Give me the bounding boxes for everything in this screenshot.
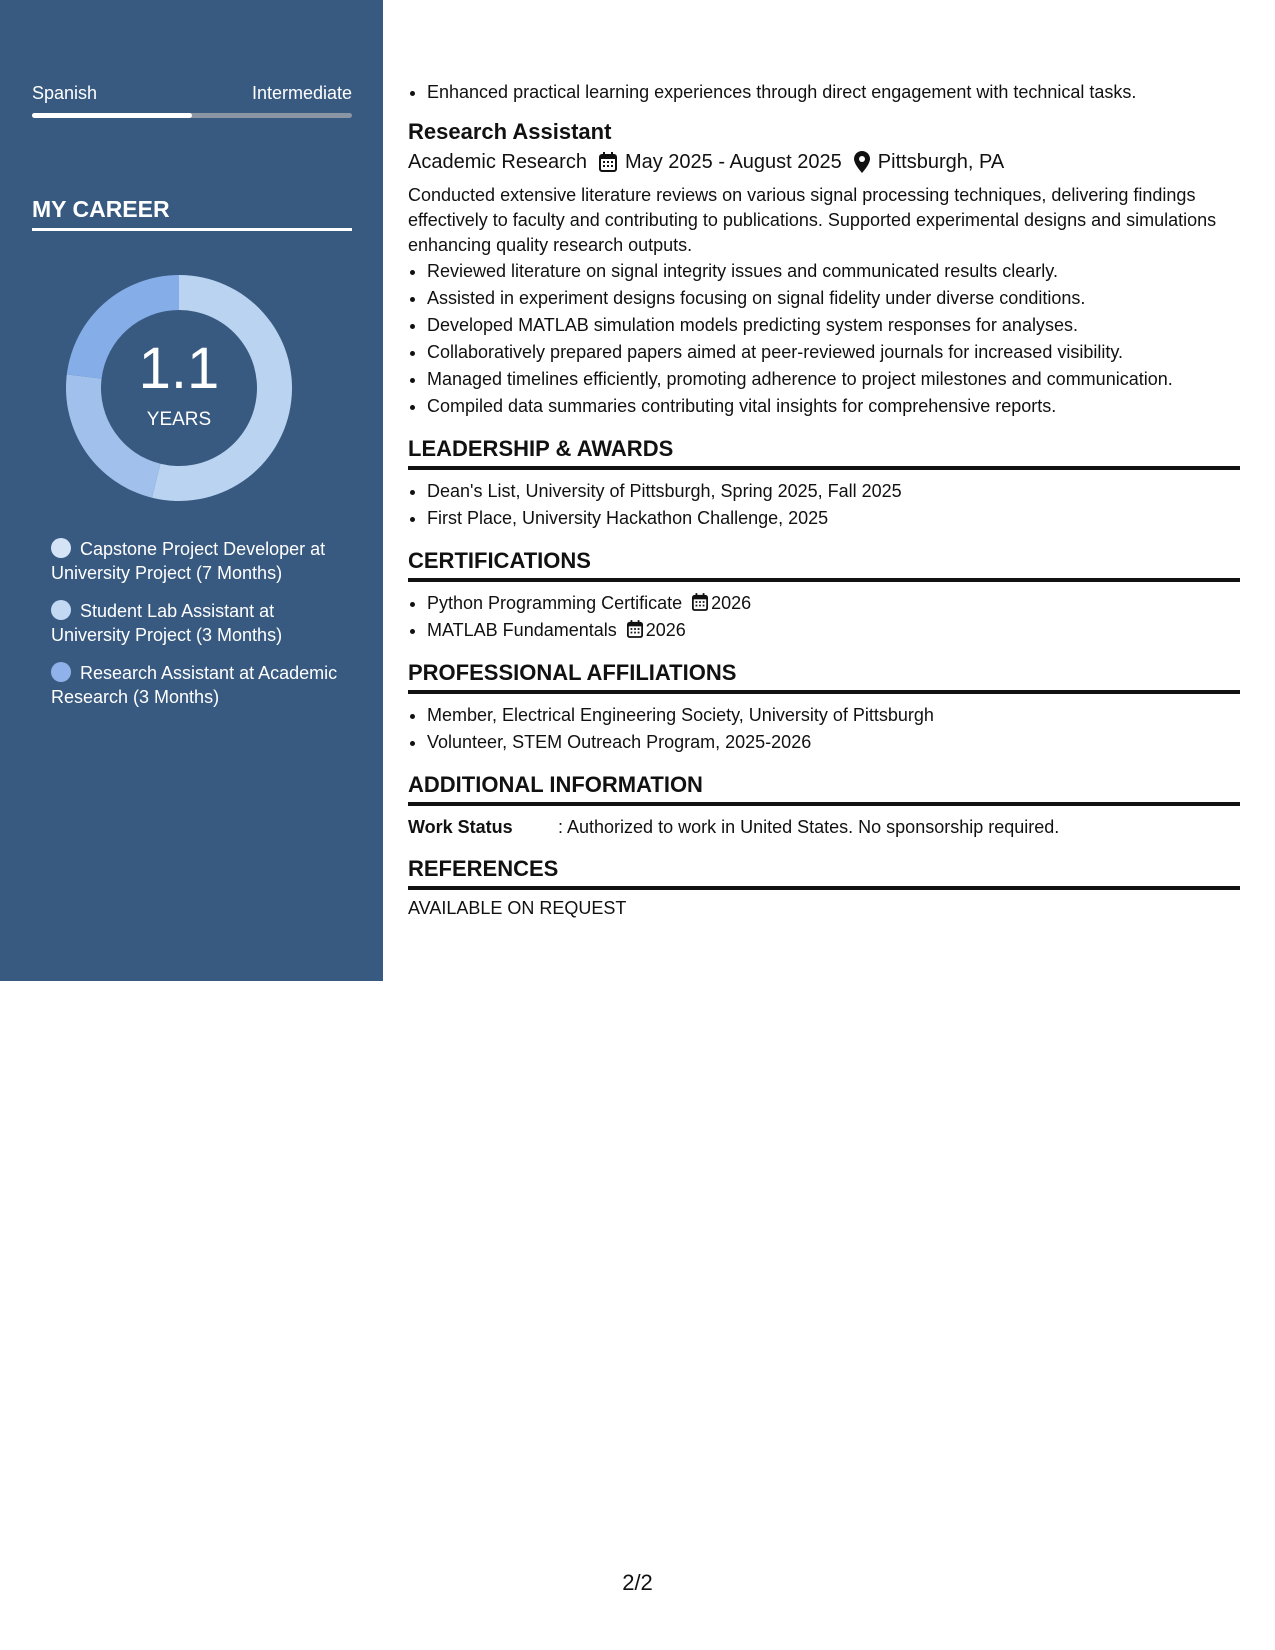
affiliations-list xyxy=(408,702,1240,756)
main-content xyxy=(408,79,1240,919)
job-dates: May 2025 - August 2025 xyxy=(624,151,842,173)
section-title-certifications: CERTIFICATIONS xyxy=(408,546,1240,582)
section-title-leadership: LEADERSHIP & AWARDS xyxy=(408,434,1240,470)
language-proficiency-fill xyxy=(32,113,192,118)
list-item xyxy=(427,617,1240,644)
career-total-value: 1.1 xyxy=(138,336,220,401)
work-status-label: Work Status xyxy=(408,817,513,837)
career-heading: MY CAREER xyxy=(32,196,352,231)
certifications-list xyxy=(408,590,1240,644)
job-location: Pittsburgh, PA xyxy=(877,151,1005,173)
leadership-list xyxy=(408,478,1240,532)
calendar-icon xyxy=(599,152,617,172)
work-status-value: : Authorized to work in United States. No sponsorship required. xyxy=(558,817,1060,837)
career-legend xyxy=(51,537,341,723)
language-row xyxy=(32,83,352,104)
section-title-references: REFERENCES xyxy=(408,854,1240,890)
list-item: • Managed timelines efficiently, promoting adherence to project milestones and communication. xyxy=(427,366,1240,393)
references-text: AVAILABLE ON REQUEST xyxy=(408,898,627,918)
list-item: • Enhanced practical learning experiences through direct engagement with technical tasks. xyxy=(427,79,1240,106)
language-proficiency-bar xyxy=(32,113,352,118)
calendar-icon xyxy=(692,593,708,611)
career-total-unit: YEARS xyxy=(146,409,212,430)
page-number: 2/2 xyxy=(622,1570,653,1595)
job-description: Conducted extensive literature reviews on various signal processing techniques, delivering findings effectively to faculty and contributing to publications. Supported experimental designs and simulations enhancing quality research outputs. xyxy=(408,185,1217,255)
career-legend-label: Student Lab Assistant at University Project (3 Months) xyxy=(51,601,283,645)
language-level: Intermediate xyxy=(251,83,352,103)
cert-year: 2026 xyxy=(711,593,752,613)
list-item: • Reviewed literature on signal integrity issues and communicated results clearly. xyxy=(427,258,1240,285)
section-title-affiliations: PROFESSIONAL AFFILIATIONS xyxy=(408,658,1240,694)
list-item: • First Place, University Hackathon Challenge, 2025 xyxy=(427,505,1240,532)
job-meta xyxy=(408,147,1240,177)
job-title: Research Assistant xyxy=(408,119,612,144)
work-status-row xyxy=(408,814,1240,840)
career-legend-item xyxy=(51,599,341,647)
career-legend-label: Capstone Project Developer at University Project (7 Months) xyxy=(51,539,326,583)
list-item: • Dean's List, University of Pittsburgh, Spring 2025, Fall 2025 xyxy=(427,478,1240,505)
career-legend-item xyxy=(51,537,341,585)
list-item: • Assisted in experiment designs focusing on signal fidelity under diverse conditions. xyxy=(427,285,1240,312)
legend-dot-icon xyxy=(51,538,71,558)
previous-job-bullets xyxy=(408,79,1240,106)
list-item: • Collaboratively prepared papers aimed at peer-reviewed journals for increased visibility. xyxy=(427,339,1240,366)
section-title-additional: ADDITIONAL INFORMATION xyxy=(408,770,1240,806)
sidebar xyxy=(0,0,383,981)
legend-dot-icon xyxy=(51,662,71,682)
list-item: • Compiled data summaries contributing vital insights for comprehensive reports. xyxy=(427,393,1240,420)
career-legend-item xyxy=(51,661,341,709)
cert-year: 2026 xyxy=(645,620,686,640)
job-bullets xyxy=(408,258,1240,420)
location-pin-icon xyxy=(854,151,870,173)
calendar-icon xyxy=(627,620,643,638)
cert-name: Python Programming Certificate xyxy=(427,593,683,613)
list-item: • Member, Electrical Engineering Society, University of Pittsburgh xyxy=(427,702,1240,729)
cert-name: MATLAB Fundamentals xyxy=(427,620,617,640)
job-company: Academic Research xyxy=(408,151,587,173)
list-item: • Volunteer, STEM Outreach Program, 2025-2026 xyxy=(427,729,1240,756)
list-item xyxy=(427,590,1240,617)
language-name: Spanish xyxy=(32,83,98,103)
career-legend-label: Research Assistant at Academic Research (3 Months) xyxy=(51,663,338,707)
legend-dot-icon xyxy=(51,600,71,620)
list-item: • Developed MATLAB simulation models predicting system responses for analyses. xyxy=(427,312,1240,339)
